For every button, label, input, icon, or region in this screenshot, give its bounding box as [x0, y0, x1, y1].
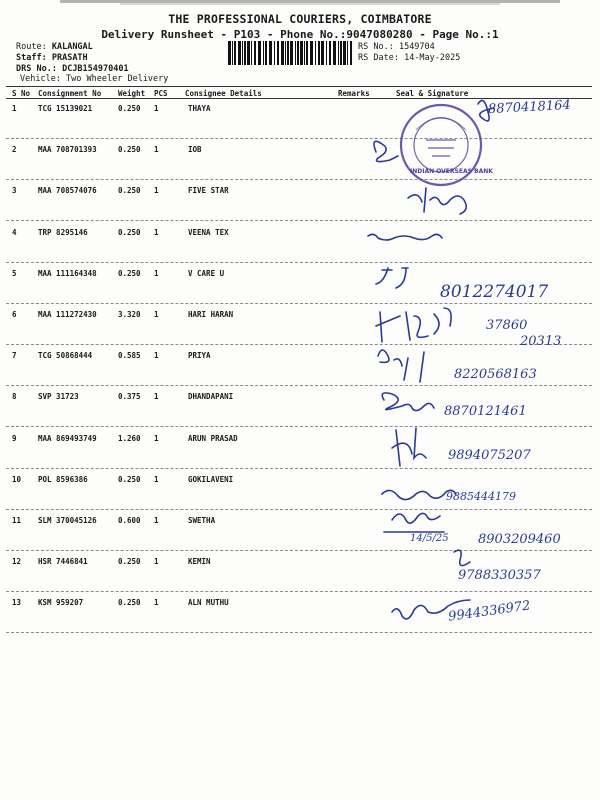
- row-consignment-no: MAA 708574076: [38, 186, 97, 196]
- col-weight: Weight: [118, 89, 146, 98]
- header-rule-top: [6, 86, 592, 87]
- row-separator: [6, 509, 592, 510]
- header-rule-bottom: [6, 98, 592, 99]
- row-consignee: HARI HARAN: [188, 310, 234, 319]
- barcode: [228, 41, 352, 65]
- row-separator: [6, 344, 592, 345]
- barcode-bar: [318, 41, 320, 65]
- rs-date-line: RS Date: 14-May-2025: [358, 53, 461, 63]
- col-seal: Seal & Signature: [396, 89, 469, 98]
- row-separator: [6, 303, 592, 304]
- row-sno: 13: [12, 598, 22, 608]
- col-sno: S No: [12, 89, 31, 98]
- barcode-bar: [310, 41, 313, 65]
- row-consignment-no: SVP 31723: [38, 392, 79, 402]
- barcode-bar: [347, 41, 348, 65]
- row-weight: 0.250: [118, 104, 141, 113]
- barcode-bar: [281, 41, 284, 65]
- barcode-bar: [247, 41, 250, 65]
- barcode-bar: [287, 41, 289, 65]
- row-sno: 9: [12, 433, 17, 443]
- barcode-bar: [242, 41, 243, 65]
- row-weight: 0.250: [118, 186, 141, 196]
- row-pcs: 1: [154, 598, 159, 608]
- row-weight: 0.585: [118, 351, 141, 361]
- barcode-bar: [244, 41, 246, 65]
- barcode-bar: [315, 41, 316, 65]
- barcode-bar: [238, 41, 241, 65]
- handwritten-phone-8: 8870121461: [444, 404, 527, 419]
- company-title: THE PROFESSIONAL COURIERS, COIMBATORE: [168, 12, 432, 26]
- row-consignment-no: MAA 708701393: [38, 145, 97, 155]
- barcode-bar: [326, 41, 327, 65]
- drs-line: DRS No.: DCJB154970401: [16, 64, 129, 74]
- barcode-bar: [258, 41, 261, 65]
- barcode-bar: [290, 41, 293, 65]
- route-line: Route: KALANGAL: [16, 42, 93, 52]
- barcode-bar: [333, 41, 336, 65]
- row-consignee: SWETHA: [188, 516, 216, 525]
- handwritten-phone-13: 9944336972: [447, 598, 532, 625]
- barcode-bar: [277, 41, 279, 65]
- row-sno: 11: [12, 516, 22, 525]
- row-weight: 1.260: [118, 433, 141, 443]
- row-separator: [6, 262, 592, 263]
- row-consignee: ALN MUTHU: [188, 598, 229, 608]
- row-consignee: PRIYA: [188, 351, 211, 361]
- rs-no-line: RS No.: 1549704: [358, 42, 435, 52]
- row-separator: [6, 468, 592, 469]
- barcode-bar: [254, 41, 256, 65]
- row-weight: 0.250: [118, 268, 141, 278]
- row-weight: 0.600: [118, 516, 141, 525]
- row-consignee: ARUN PRASAD: [188, 433, 238, 443]
- handwritten-phone-7: 8220568163: [454, 367, 537, 382]
- row-weight: 0.250: [118, 145, 141, 155]
- row-weight: 0.250: [118, 474, 141, 484]
- vehicle-line: Vehicle: Two Wheeler Delivery: [20, 74, 169, 84]
- barcode-bar: [300, 41, 303, 65]
- barcode-bar: [329, 41, 331, 65]
- row-consignment-no: KSM 959207: [38, 598, 84, 608]
- row-weight: 0.250: [118, 598, 141, 608]
- barcode-bar: [269, 41, 272, 65]
- row-consignee: IOB: [188, 145, 202, 155]
- barcode-bar: [340, 41, 342, 65]
- handwritten-phone-6b: 20313: [520, 334, 562, 349]
- col-consignee: Consignee Details: [185, 89, 262, 98]
- handwritten-phone-5: 8012274017: [440, 282, 549, 302]
- row-consignment-no: TRP 8295146: [38, 227, 88, 237]
- col-pcs: PCS: [154, 89, 168, 98]
- row-pcs: 1: [154, 516, 159, 525]
- row-sno: 7: [12, 351, 17, 361]
- barcode-bar: [232, 41, 233, 65]
- row-consignment-no: MAA 111164348: [38, 268, 97, 278]
- barcode-bar: [304, 41, 305, 65]
- row-separator: [6, 632, 592, 633]
- row-sno: 12: [12, 557, 22, 567]
- stamp-text: INDIAN OVERSEAS BANK: [410, 168, 493, 175]
- row-weight: 0.375: [118, 392, 141, 402]
- row-sno: 2: [12, 145, 17, 155]
- row-consignment-no: POL 8596386: [38, 474, 88, 484]
- row-pcs: 1: [154, 557, 159, 567]
- barcode-bar: [228, 41, 231, 65]
- handwritten-phone-1: 8870418164: [487, 97, 572, 118]
- row-sno: 6: [12, 310, 17, 319]
- row-separator: [6, 179, 592, 180]
- row-consignee: FIVE STAR: [188, 186, 229, 196]
- row-separator: [6, 385, 592, 386]
- handwritten-date-11: 14/5/25: [410, 533, 449, 544]
- barcode-bar: [343, 41, 346, 65]
- barcode-bar: [234, 41, 236, 65]
- barcode-bar: [321, 41, 324, 65]
- handwritten-phone-9: 9894075207: [448, 448, 531, 463]
- barcode-bar: [265, 41, 267, 65]
- row-consignee: GOKILAVENI: [188, 474, 234, 484]
- barcode-bar: [274, 41, 275, 65]
- row-consignee: THAYA: [188, 104, 211, 113]
- row-consignment-no: HSR 7446841: [38, 557, 88, 567]
- row-consignment-no: TCG 15139021: [38, 104, 93, 113]
- row-sno: 8: [12, 392, 17, 402]
- row-separator: [6, 220, 592, 221]
- row-consignment-no: SLM 370045126: [38, 516, 97, 525]
- runsheet-subtitle: Delivery Runsheet - P103 - Phone No.:9047080280 - Page No.:1: [101, 28, 499, 41]
- row-weight: 3.320: [118, 310, 141, 319]
- row-consignee: DHANDAPANI: [188, 392, 234, 402]
- row-sno: 4: [12, 227, 17, 237]
- row-pcs: 1: [154, 392, 159, 402]
- handwritten-phone-12: 9788330357: [458, 568, 541, 583]
- row-sno: 10: [12, 474, 22, 484]
- col-remarks: Remarks: [338, 89, 370, 98]
- row-separator: [6, 591, 592, 592]
- col-consignment: Consignment No: [38, 89, 102, 98]
- row-separator: [6, 550, 592, 551]
- row-separator: [6, 426, 592, 427]
- barcode-bar: [263, 41, 264, 65]
- row-weight: 0.250: [118, 227, 141, 237]
- row-pcs: 1: [154, 145, 159, 155]
- row-sno: 5: [12, 268, 17, 278]
- row-pcs: 1: [154, 268, 159, 278]
- row-pcs: 1: [154, 433, 159, 443]
- row-separator: [6, 138, 592, 139]
- row-consignee: KEMIN: [188, 557, 211, 567]
- row-pcs: 1: [154, 474, 159, 484]
- handwritten-phone-10: 9885444179: [446, 490, 516, 503]
- barcode-bar: [251, 41, 252, 65]
- barcode-bar: [338, 41, 339, 65]
- row-pcs: 1: [154, 104, 159, 113]
- row-consignee: V CARE U: [188, 268, 225, 278]
- bank-seal-stamp: [396, 100, 486, 190]
- row-consignment-no: MAA 869493749: [38, 433, 97, 443]
- handwritten-phone-11: 8903209460: [478, 532, 561, 547]
- row-pcs: 1: [154, 351, 159, 361]
- barcode-bar: [350, 41, 352, 65]
- staff-line: Staff: PRASATH: [16, 53, 88, 63]
- row-consignment-no: MAA 111272430: [38, 310, 97, 319]
- handwritten-phone-6a: 37860: [486, 318, 528, 333]
- row-sno: 3: [12, 186, 17, 196]
- row-pcs: 1: [154, 310, 159, 319]
- row-pcs: 1: [154, 186, 159, 196]
- barcode-bar: [306, 41, 308, 65]
- row-sno: 1: [12, 104, 17, 113]
- scan-noise: [0, 0, 600, 8]
- row-consignee: VEENA TEX: [188, 227, 229, 237]
- row-consignment-no: TCG 50868444: [38, 351, 93, 361]
- barcode-bar: [295, 41, 296, 65]
- barcode-bar: [297, 41, 299, 65]
- row-pcs: 1: [154, 227, 159, 237]
- barcode-bar: [285, 41, 286, 65]
- row-weight: 0.250: [118, 557, 141, 567]
